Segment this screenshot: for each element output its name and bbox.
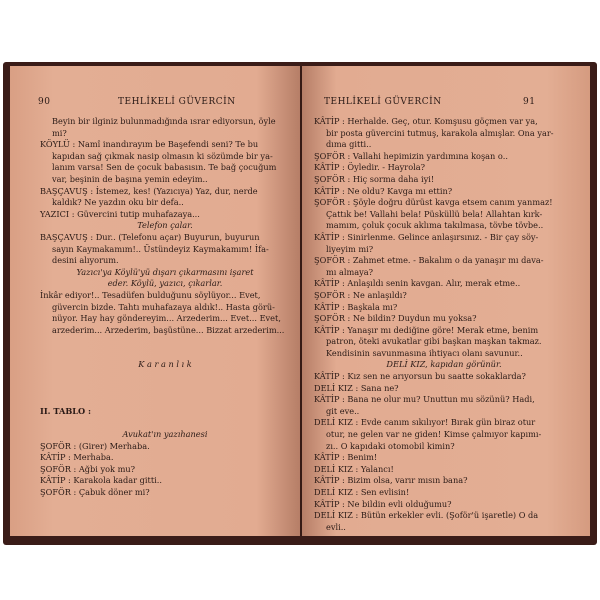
right-text-line: git eve.. xyxy=(326,405,360,416)
right-text-line: KÂTİP : Öyledir. - Hayrola? xyxy=(314,162,426,173)
left-text-line: Beyin bir ilginiz bulunmadığında ısrar ediyorsun, öyle xyxy=(52,116,276,126)
left-text-line xyxy=(40,348,290,360)
right-text-line: zı.. O kapıdaki otomobil kimin? xyxy=(326,440,455,451)
left-text-line: K a r a n l ı k xyxy=(138,359,192,370)
right-text-line: ŞOFÖR : Ne bildin? Duydun mu yoksa? xyxy=(314,313,477,324)
left-text-line: II. TABLO : xyxy=(40,405,92,416)
right-text-line: KÂTİP : Bizim olsa, varır mısın bana? xyxy=(314,475,468,486)
left-text-line xyxy=(40,383,290,395)
left-text-line: KÂTİP : Merhaba. xyxy=(40,452,114,463)
left-running-header: TEHLİKELİ GÜVERCİN xyxy=(118,97,236,107)
left-text-line: ŞOFÖR : Çabuk döner mi? xyxy=(40,487,150,497)
left-text-line: KÂTİP : Karakola kadar gitti.. xyxy=(40,475,162,486)
left-text-line: ŞOFÖR : (Girer) Merhaba. xyxy=(40,440,150,451)
right-text-line: DELİ KIZ : Yalancı! xyxy=(314,463,394,474)
right-text-line: Çattık be! Vallahi bela! Püsküllü bela! Allahtan kırk- xyxy=(326,208,543,219)
right-text-line: dıma gitti.. xyxy=(326,139,372,150)
left-text-line: var, beşinin de başına yemin edeyim.. xyxy=(52,173,208,184)
left-text-line: lanım varsa! Sen de çocuk babasısın. Te bağ çocuğum xyxy=(52,162,277,173)
right-running-header: TEHLİKELİ GÜVERCİN xyxy=(324,97,442,107)
right-text-line: ŞOFÖR : Ne anlaşıldı? xyxy=(314,289,407,300)
left-text-line xyxy=(40,417,290,429)
right-page-body xyxy=(314,116,574,533)
left-text-line: BAŞÇAVUŞ : İstemez, kes! (Yazıcıya) Yaz, dur, nerde xyxy=(40,185,258,196)
right-text-line: ŞOFÖR : Hiç sorma daha iyi! xyxy=(314,173,435,184)
left-text-line xyxy=(40,371,290,383)
right-text-line: KÂTİP : Sinirlenme. Gelince anlaşırsınız. - Bir çay söy- xyxy=(314,231,539,242)
left-text-line: Avukat'ın yazıhanesi xyxy=(122,429,208,440)
right-page-number: 91 xyxy=(523,97,536,107)
left-text-line: BAŞÇAVUŞ : Dur.. (Telefonu açar) Buyurun, buyurun xyxy=(40,231,260,242)
right-text-line: liyeyim mi? xyxy=(326,243,374,254)
right-text-line: mı almaya? xyxy=(326,266,374,277)
right-text-line: DELİ KIZ : Sen evlisin! xyxy=(314,487,410,497)
left-text-line: arzederim... Arzederim, başüstüne... Bizzat arzederim... xyxy=(52,324,285,335)
left-text-line: nüyor. Hay hay göndereyim... Arzederim... Evet... Evet, xyxy=(52,313,281,324)
right-text-line: mamım, çoluk çocuk aklıma takılmasa, tövbe tövbe.. xyxy=(326,220,544,231)
right-text-line: KÂTİP : Yanaşır mı dediğine göre! Merak etme, benim xyxy=(314,324,539,335)
right-text-line: Kendisinin savunmasına ihtiyacı olanı savunur.. xyxy=(326,347,523,358)
left-text-line: güvercin bizde. Tahtı muhafazaya aldık!.. Hasta görü- xyxy=(52,301,275,312)
right-text-line: KÂTİP : Benim! xyxy=(314,452,378,463)
right-text-line: DELİ KIZ : Evde canım sıkılıyor! Bırak gün biraz otur xyxy=(314,417,536,428)
left-text-line xyxy=(40,394,290,406)
left-text-line: Telefon çalar. xyxy=(137,220,193,231)
left-text-line: sayın Kaymakamım!.. Üstündeyiz Kaymakamım! İfa- xyxy=(52,243,269,254)
right-text-line: KÂTİP : Ne bildin evli olduğumu? xyxy=(314,498,452,509)
right-text-line: KÂTİP : Kız sen ne arıyorsun bu saatte sokaklarda? xyxy=(314,371,526,382)
right-text-line: bir posta güvercini tutmuş, karakola almışlar. Ona yar- xyxy=(326,127,554,138)
right-text-line: DELİ KIZ, kapıdan görünür. xyxy=(386,359,502,370)
left-text-line: eder. Köylü, yazıcı, çıkarlar. xyxy=(107,278,223,289)
left-text-line: ŞOFÖR : Ağbi yok mu? xyxy=(40,463,136,474)
left-page xyxy=(10,66,300,536)
left-text-line xyxy=(40,336,290,348)
right-text-line: KÂTİP : Herhalde. Geç, otur. Komşusu göçmen var ya, xyxy=(314,116,538,126)
left-text-line: desini alıyorum. xyxy=(52,255,119,266)
right-text-line: KÂTİP : Bana ne olur mu? Unuttun mu sözünü? Hadi, xyxy=(314,394,535,405)
right-text-line: KÂTİP : Anlaşıldı senin kavgan. Alır, merak etme.. xyxy=(314,278,521,289)
right-text-line: ŞOFÖR : Vallahi hepimizin yardımına koşan o.. xyxy=(314,150,508,161)
right-text-line: ŞOFÖR : Şöyle doğru dürüst kavga etsem canım yanmaz! xyxy=(314,197,553,208)
left-text-line: kapıdan sağ çıkmak nasip olmasın ki sözümde bir ya- xyxy=(52,150,273,161)
right-text-line: patron, öteki avukatlar gibi başkan maşkan takmaz. xyxy=(326,336,542,347)
right-text-line: KÂTİP : Ne oldu? Kavga mı ettin? xyxy=(314,185,453,196)
right-text-line: ŞOFÖR : Zahmet etme. - Bakalım o da yanaşır mı dava- xyxy=(314,255,544,266)
left-text-line: YAZICI : Güvercini tutip muhafazaya... xyxy=(40,208,200,219)
right-text-line: DELİ KIZ : Sana ne? xyxy=(314,382,399,393)
right-page xyxy=(302,66,590,536)
left-page-number: 90 xyxy=(38,97,51,107)
right-text-line: KÂTİP : Başkala mı? xyxy=(314,301,398,312)
right-text-line: DELİ KIZ : Bütün erkekler evli. (Şoför'ü işaretle) O da xyxy=(314,510,539,521)
right-text-line: otur, ne gelen var ne giden! Kimse çalmıyor kapımı- xyxy=(326,429,542,440)
right-text-line: evli.. xyxy=(326,521,346,532)
left-text-line: İnkâr ediyor!.. Tesadüfen bulduğunu söylüyor... Evet, xyxy=(40,289,261,300)
left-text-line: kaldık? Ne yazdın oku bir defa.. xyxy=(52,197,184,208)
left-page-body xyxy=(40,116,290,499)
left-text-line: mi? xyxy=(52,127,67,138)
left-text-line: KÖYLÜ : Namî inandırayım be Başefendi seni? Te bu xyxy=(40,139,259,150)
left-text-line: Yazıcı'ya Köylü'yü dışarı çıkarmasını işaret xyxy=(76,266,254,277)
